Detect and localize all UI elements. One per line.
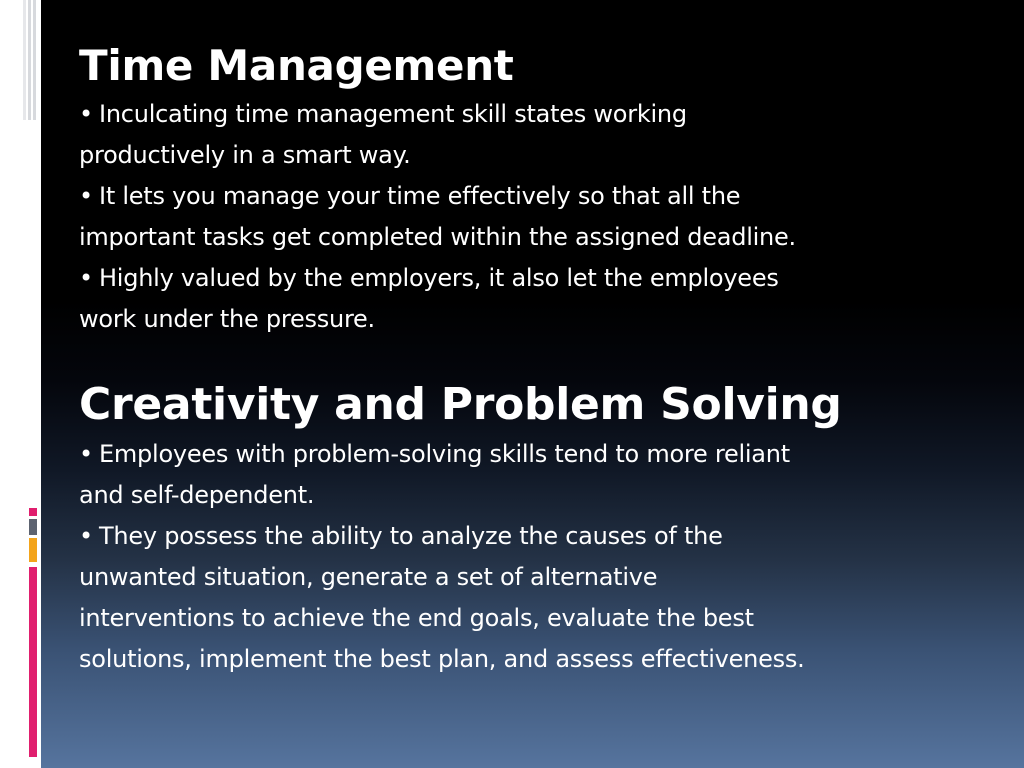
bullet-marker: •: [79, 440, 93, 468]
bullet-line: unwanted situation, generate a set of alternative: [79, 563, 658, 591]
deco-bar-top-1: [28, 0, 31, 120]
bullet-item: [79, 94, 979, 176]
bullet-item: [79, 258, 979, 340]
deco-bar-pink-small: [29, 508, 37, 516]
bullet-item: [79, 176, 979, 258]
bullet-line: • Employees with problem-solving skills tend to more reliant: [79, 434, 979, 475]
bullet-line: important tasks get completed within the assigned deadline.: [79, 223, 796, 251]
bullet-line: • Highly valued by the employers, it also let the employees: [79, 258, 979, 299]
bullet-marker: •: [79, 182, 93, 210]
bullet-line: productively in a smart way.: [79, 141, 411, 169]
section-title-time-management: Time Management: [79, 41, 514, 90]
bullet-item: [79, 434, 979, 516]
bullet-line: • Inculcating time management skill states working: [79, 94, 979, 135]
bullet-marker: •: [79, 264, 93, 292]
bullet-list-time-management: [79, 94, 979, 340]
deco-bar-pink-long: [29, 567, 37, 757]
deco-bar-gray: [29, 519, 37, 535]
bullet-line: interventions to achieve the end goals, evaluate the best: [79, 604, 754, 632]
deco-bar-orange: [29, 538, 37, 562]
bullet-line: and self-dependent.: [79, 481, 315, 509]
bullet-line: • They possess the ability to analyze the causes of the: [79, 516, 979, 557]
deco-bar-top-2: [33, 0, 36, 120]
section-title-creativity: Creativity and Problem Solving: [79, 379, 842, 430]
bullet-item: [79, 516, 979, 680]
slide-content: [79, 38, 979, 680]
bullet-list-creativity: [79, 434, 979, 680]
bullet-line: solutions, implement the best plan, and assess effectiveness.: [79, 645, 805, 673]
decorative-bars: [0, 0, 41, 768]
bullet-marker: •: [79, 522, 93, 550]
deco-bar-top-3: [23, 0, 26, 120]
bullet-line: work under the pressure.: [79, 305, 375, 333]
bullet-marker: •: [79, 100, 93, 128]
bullet-line: • It lets you manage your time effectively so that all the: [79, 176, 979, 217]
